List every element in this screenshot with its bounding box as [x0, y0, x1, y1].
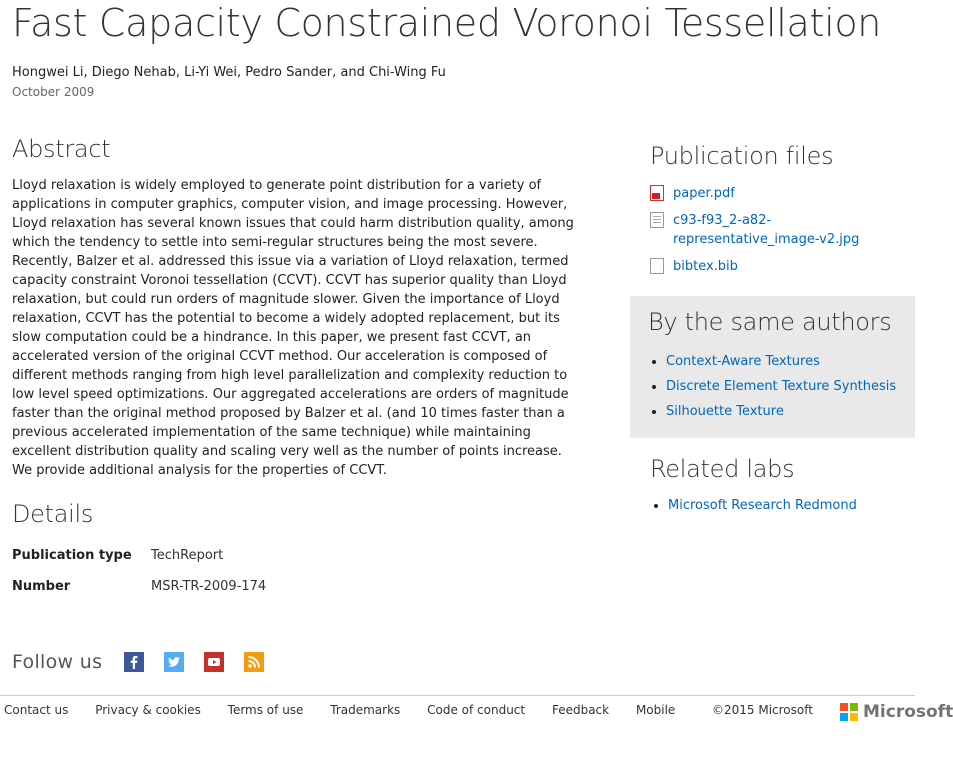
- detail-row-number: [12, 579, 266, 610]
- authors: Hongwei Li, Diego Nehab, Li-Yi Wei, Pedro Sander, and Chi-Wing Fu: [12, 65, 446, 80]
- facebook-icon[interactable]: [124, 652, 144, 672]
- related-labs-heading: Related labs: [650, 455, 795, 483]
- generic-file-icon: [650, 258, 664, 274]
- related-pub-link[interactable]: Context-Aware Textures: [666, 354, 820, 369]
- detail-value: TechReport: [151, 548, 224, 563]
- footer-link-feedback[interactable]: Feedback: [551, 703, 610, 717]
- image-file-icon: [650, 212, 664, 228]
- detail-row-publication-type: [12, 548, 266, 579]
- details-table: [12, 548, 266, 610]
- detail-value: MSR-TR-2009-174: [151, 579, 267, 594]
- file-item: [650, 184, 900, 203]
- footer-link-contact[interactable]: Contact us: [4, 703, 69, 717]
- twitter-icon[interactable]: [164, 652, 184, 672]
- copyright: ©2015 Microsoft: [712, 703, 813, 717]
- footer-link-trademarks[interactable]: Trademarks: [330, 703, 401, 717]
- footer-link-privacy[interactable]: Privacy & cookies: [95, 703, 201, 717]
- list-item: [666, 402, 896, 421]
- details-heading: Details: [12, 500, 94, 528]
- related-labs-list: [650, 496, 857, 515]
- publication-files-heading: Publication files: [650, 142, 834, 170]
- same-authors-list: [648, 352, 896, 427]
- pdf-file-icon: [650, 185, 664, 201]
- footer-link-terms[interactable]: Terms of use: [227, 703, 304, 717]
- follow-us-label: Follow us: [12, 651, 103, 673]
- footer-divider: [0, 695, 915, 696]
- footer-link-mobile[interactable]: Mobile: [635, 703, 676, 717]
- detail-label: Number: [12, 579, 71, 594]
- related-pub-link[interactable]: Discrete Element Texture Synthesis: [666, 379, 897, 394]
- same-authors-box: [630, 296, 915, 438]
- rss-icon[interactable]: [244, 652, 264, 672]
- abstract-text: Lloyd relaxation is widely employed to generate point distribution for a variety of applications in computer graphics, computer vision, and image processing. However, Lloyd relaxation has several known issues that could harm distribution quality, among which the tendency to settle into semi-regular structures being the most severe. Recently, Balzer et al. addressed this issue via a variation of Lloyd relaxation, termed capacity constraint Voronoi tessellation (CCVT). CCVT has superior quality than Lloyd relaxation, but could run orders of magnitude slower. Given the importance of Lloyd relaxation, CCVT has the potential to become a widely adopted replacement, but its slow computation could be a hindrance. In this paper, we present fast CCVT, an accelerated version of the original CCVT method. Our acceleration is composed of different methods ranging from high level parallelization and complexity reduction to low level speed optimizations. Our aggregated accelerations are orders of magnitude faster than the original method proposed by Balzer et al. (and 10 times faster than a previous accelerated implementation of the same technique) while maintaining excellent distribution quality and scaling very well as the number of points increase. We provide additional analysis for the properties of CCVT.: [12, 178, 574, 478]
- file-item: [650, 257, 900, 276]
- publication-files-list: [650, 184, 900, 284]
- file-link-representative-image[interactable]: c93-f93_2-a82-representative_image-v2.jpg: [673, 213, 860, 247]
- footer-links: [4, 703, 698, 717]
- microsoft-logo-text: Microsoft: [863, 702, 953, 722]
- detail-label: Publication type: [12, 548, 132, 563]
- microsoft-logo[interactable]: [840, 702, 953, 722]
- list-item: [666, 352, 896, 371]
- file-link-paper-pdf[interactable]: paper.pdf: [673, 186, 735, 201]
- related-pub-link[interactable]: Silhouette Texture: [666, 404, 784, 419]
- lab-link[interactable]: Microsoft Research Redmond: [668, 498, 857, 513]
- list-item: [668, 496, 857, 515]
- publication-date: October 2009: [12, 85, 95, 99]
- youtube-icon[interactable]: [204, 652, 224, 672]
- file-item: [650, 211, 900, 249]
- same-authors-heading: By the same authors: [648, 308, 892, 336]
- follow-us-bar: [12, 651, 284, 673]
- list-item: [666, 377, 896, 396]
- page-title: Fast Capacity Constrained Voronoi Tessellation: [12, 1, 882, 45]
- microsoft-logo-icon: [840, 703, 858, 721]
- abstract-heading: Abstract: [12, 135, 111, 163]
- file-link-bibtex[interactable]: bibtex.bib: [673, 259, 738, 274]
- footer-link-code-of-conduct[interactable]: Code of conduct: [427, 703, 526, 717]
